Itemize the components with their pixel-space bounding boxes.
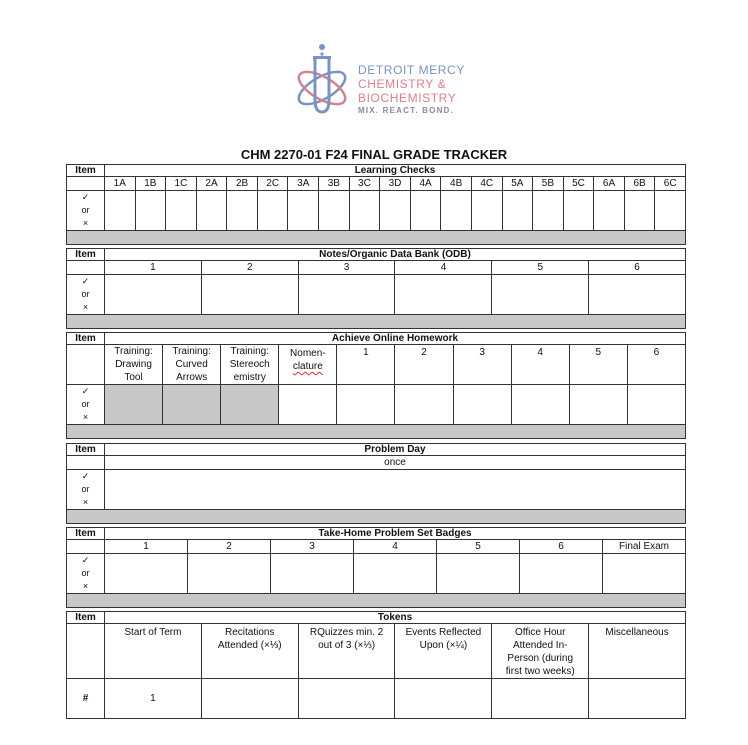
grade-cell[interactable]	[569, 385, 627, 425]
logo	[292, 42, 472, 122]
column-header: 1A	[105, 177, 136, 191]
separator-row	[67, 594, 686, 608]
cross-mark: ×	[82, 497, 89, 507]
token-count-cell[interactable]	[201, 679, 298, 719]
column-header: 3D	[380, 177, 411, 191]
column-header: 5	[569, 345, 627, 385]
grade-cell[interactable]	[354, 554, 437, 594]
separator-row	[67, 425, 686, 439]
column-header: 2C	[257, 177, 288, 191]
brand-line-3: BIOCHEMISTRY	[358, 91, 457, 105]
grade-cell[interactable]	[471, 191, 502, 231]
column-header: 2A	[196, 177, 227, 191]
label-line: Office Hour	[515, 627, 566, 638]
grade-cell[interactable]	[502, 191, 533, 231]
separator-row	[67, 231, 686, 245]
grade-cell[interactable]	[105, 191, 136, 231]
token-count-cell[interactable]: 1	[105, 679, 202, 719]
page-title: CHM 2270-01 F24 FINAL GRADE TRACKER	[240, 147, 508, 162]
column-header: 3	[298, 261, 395, 275]
grade-cell[interactable]	[227, 191, 258, 231]
nomenclature-header	[279, 345, 337, 385]
label-line: Tool	[124, 372, 143, 383]
notes-table	[66, 248, 686, 329]
column-header: 1	[337, 345, 395, 385]
grade-cell[interactable]	[288, 191, 319, 231]
label-line: Training:	[114, 346, 153, 357]
or-text: or	[81, 205, 90, 215]
label-line: emistry	[233, 372, 266, 383]
grade-cell[interactable]	[589, 275, 686, 315]
column-header: 6C	[655, 177, 686, 191]
token-column-header	[105, 624, 202, 679]
check-or-cross-label	[67, 191, 105, 231]
brand-line-1: DETROIT MERCY	[358, 63, 465, 77]
token-column-header	[298, 624, 395, 679]
column-header: 1B	[135, 177, 166, 191]
check-mark: ✓	[81, 192, 90, 202]
column-header: 1	[105, 540, 188, 554]
token-column-header	[492, 624, 589, 679]
brand-tagline: MIX. REACT. BOND.	[358, 106, 454, 115]
label-line: Recitations	[225, 627, 275, 638]
label-line: Curved	[175, 359, 208, 370]
column-header: 4	[354, 540, 437, 554]
brand-line-2: CHEMISTRY &	[358, 77, 447, 91]
column-header: 3B	[319, 177, 350, 191]
flask-atom-icon	[292, 42, 356, 122]
grade-cell[interactable]	[563, 191, 594, 231]
column-header: Final Exam	[603, 540, 686, 554]
label-line: Person (during	[507, 653, 574, 664]
token-column-header	[589, 624, 686, 679]
grade-cell[interactable]	[603, 554, 686, 594]
label-line: Nomen-	[290, 348, 326, 359]
column-header: 5A	[502, 177, 533, 191]
grade-cell[interactable]	[349, 191, 380, 231]
grade-cell[interactable]	[380, 191, 411, 231]
grade-cell[interactable]	[105, 275, 202, 315]
check-or-cross-label	[67, 554, 105, 594]
column-header: 4C	[471, 177, 502, 191]
grade-cell[interactable]	[257, 191, 288, 231]
grade-cell[interactable]	[105, 470, 686, 510]
grade-cell[interactable]	[298, 275, 395, 315]
problem-day-table	[66, 443, 686, 524]
grade-cell[interactable]	[437, 554, 520, 594]
grade-cell[interactable]	[319, 191, 350, 231]
item-header: Item	[67, 333, 105, 345]
grade-cell[interactable]	[395, 385, 453, 425]
column-header: 2B	[227, 177, 258, 191]
column-header: 1	[105, 261, 202, 275]
blank-cell	[67, 261, 105, 275]
check-mark: ✓	[81, 276, 90, 286]
training-arrows-header	[163, 345, 221, 385]
grade-cell-disabled	[221, 385, 279, 425]
grade-cell[interactable]	[201, 275, 298, 315]
column-header: 6	[627, 345, 685, 385]
label-line: first two weeks)	[505, 666, 575, 677]
or-text: or	[81, 568, 90, 578]
column-header: 5C	[563, 177, 594, 191]
cross-mark: ×	[82, 302, 89, 312]
grade-cell[interactable]	[511, 385, 569, 425]
label-line: Start of Term	[124, 627, 182, 638]
column-header: 3	[271, 540, 354, 554]
item-header: Item	[67, 249, 105, 261]
cross-mark: ×	[82, 581, 89, 591]
blank-cell	[67, 345, 105, 385]
column-header: 2	[395, 345, 453, 385]
grade-cell[interactable]	[533, 191, 564, 231]
grade-cell[interactable]	[594, 191, 625, 231]
grade-cell[interactable]	[279, 385, 337, 425]
section-heading: Learning Checks	[105, 165, 686, 177]
column-header: 3A	[288, 177, 319, 191]
column-header: 4	[395, 261, 492, 275]
label-line: out of 3 (×⅓)	[318, 640, 376, 651]
section-heading: Take-Home Problem Set Badges	[105, 528, 686, 540]
column-header: 6A	[594, 177, 625, 191]
check-or-cross-label	[67, 385, 105, 425]
training-drawing-header	[105, 345, 163, 385]
or-text: or	[81, 289, 90, 299]
column-header: 4A	[410, 177, 441, 191]
check-mark: ✓	[81, 555, 90, 565]
token-count-cell[interactable]	[589, 679, 686, 719]
grade-cell[interactable]	[166, 191, 197, 231]
check-or-cross-label	[67, 470, 105, 510]
grade-cell[interactable]	[624, 191, 655, 231]
column-header: 5	[492, 261, 589, 275]
count-row-label: #	[67, 679, 105, 719]
grade-cell[interactable]	[196, 191, 227, 231]
token-column-header	[201, 624, 298, 679]
grade-cell[interactable]	[520, 554, 603, 594]
column-header: 6	[520, 540, 603, 554]
label-line: Drawing	[115, 359, 152, 370]
section-heading: Tokens	[105, 612, 686, 624]
badges-table	[66, 527, 686, 608]
column-header: once	[105, 456, 686, 470]
cross-mark: ×	[82, 412, 89, 422]
grade-cell[interactable]	[188, 554, 271, 594]
tokens-table	[66, 611, 686, 719]
section-heading: Problem Day	[105, 444, 686, 456]
token-count-cell[interactable]	[298, 679, 395, 719]
label-line: Training:	[172, 346, 211, 357]
section-heading: Notes/Organic Data Bank (ODB)	[105, 249, 686, 261]
column-header: 5	[437, 540, 520, 554]
grade-cell[interactable]	[655, 191, 686, 231]
token-column-header	[395, 624, 492, 679]
column-header: 3C	[349, 177, 380, 191]
check-mark: ✓	[81, 471, 90, 481]
column-header: 6	[589, 261, 686, 275]
grade-cell-disabled	[105, 385, 163, 425]
item-header: Item	[67, 165, 105, 177]
label-line: Upon (×¼)	[419, 640, 468, 651]
cross-mark: ×	[82, 218, 89, 228]
grade-cell[interactable]	[410, 191, 441, 231]
grade-cell[interactable]	[453, 385, 511, 425]
item-header: Item	[67, 444, 105, 456]
item-header: Item	[67, 612, 105, 624]
blank-cell	[67, 624, 105, 679]
column-header: 5B	[533, 177, 564, 191]
blank-cell	[67, 540, 105, 554]
column-header: 6B	[624, 177, 655, 191]
label-line: Stereoch	[229, 359, 270, 370]
item-header: Item	[67, 528, 105, 540]
or-text: or	[81, 484, 90, 494]
grade-cell[interactable]	[441, 191, 472, 231]
separator-row	[67, 315, 686, 329]
or-text: or	[81, 399, 90, 409]
blank-cell	[67, 456, 105, 470]
check-mark: ✓	[81, 386, 90, 396]
check-or-cross-label	[67, 275, 105, 315]
grade-cell-disabled	[163, 385, 221, 425]
column-header: 1C	[166, 177, 197, 191]
grade-cell[interactable]	[135, 191, 166, 231]
label-line: Miscellaneous	[605, 627, 669, 638]
separator-row	[67, 510, 686, 524]
token-count-cell[interactable]	[492, 679, 589, 719]
label-line: Attended (×⅓)	[217, 640, 282, 651]
blank-cell	[67, 177, 105, 191]
grade-cell[interactable]	[492, 275, 589, 315]
brand-text	[358, 64, 465, 115]
section-heading: Achieve Online Homework	[105, 333, 686, 345]
column-header: 4B	[441, 177, 472, 191]
grade-cell[interactable]	[271, 554, 354, 594]
column-header: 4	[511, 345, 569, 385]
column-header: 2	[188, 540, 271, 554]
column-header: 2	[201, 261, 298, 275]
label-line: Arrows	[176, 372, 208, 383]
column-header: 3	[453, 345, 511, 385]
grade-cell[interactable]	[337, 385, 395, 425]
label-line: Events Reflected	[405, 627, 482, 638]
label-line: Training:	[230, 346, 269, 357]
label-line: Attended In-	[512, 640, 568, 651]
training-stereo-header	[221, 345, 279, 385]
grade-cell[interactable]	[105, 554, 188, 594]
label-line: RQuizzes min. 2	[309, 627, 384, 638]
label-line: clature	[292, 361, 323, 372]
grade-cell[interactable]	[627, 385, 685, 425]
grade-cell[interactable]	[395, 275, 492, 315]
learning-checks-table	[66, 164, 686, 245]
token-count-cell[interactable]	[395, 679, 492, 719]
achieve-table	[66, 332, 686, 439]
